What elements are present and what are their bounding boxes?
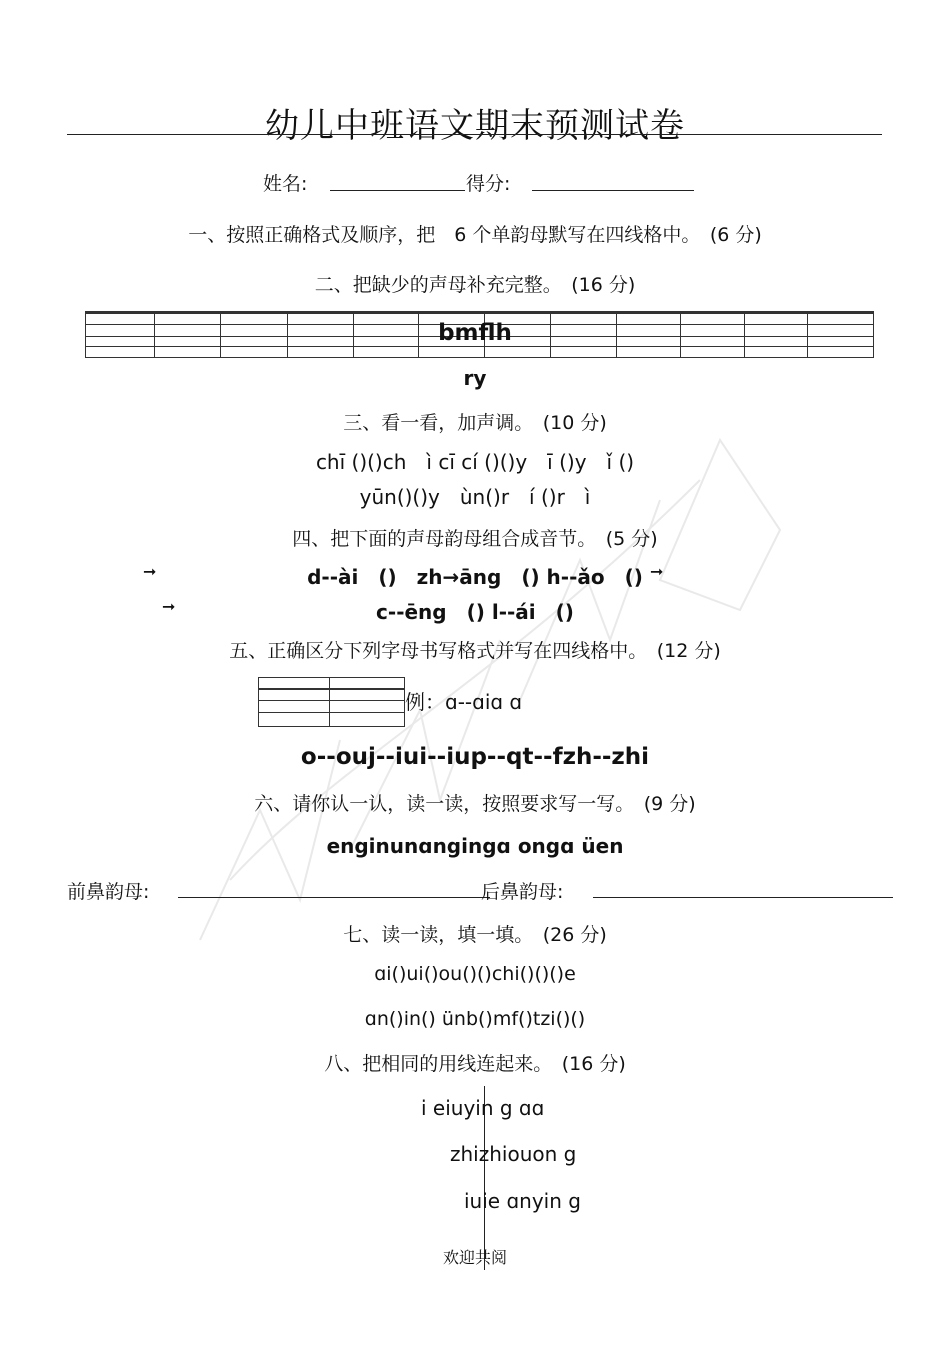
score-field[interactable] [532,190,694,191]
q8-line-3: iuie ɑnyin g [464,1189,581,1213]
q7-line-1: ɑi()ui()ou()()chi()()()e [374,963,576,985]
score-label: 得分: [466,173,511,195]
q5-example: 例：ɑ--ɑiɑ ɑ [405,690,523,714]
arrow-icon: ➞ [143,562,157,581]
q3-line-2: yūn()()y ùn()r í ()r ì [359,485,591,509]
example-four-line-grid [258,677,405,727]
q2-letters: bmflh [438,320,512,346]
q5-letter-pairs: o--ouj--iui--iup--qt--fzh--zhi [300,744,650,770]
q3-line-1: chī ()()ch ì cī cí ()()y ī ()y ǐ () [315,450,635,474]
name-field[interactable] [330,190,465,191]
question-7: 七、读一读，填一填。 (26 分) [343,924,607,946]
q6-items: enginunɑngingɑ ongɑ üen [326,834,624,858]
q2-letters-row2: ry [463,366,487,390]
q8-line-1: i eiuyin g ɑɑ [421,1096,545,1120]
q4-line-1: d--ài () zh→āng () h--ǎo () [307,565,643,589]
question-5: 五、正确区分下列字母书写格式并写在四线格中。 (12 分) [229,640,721,662]
arrow-icon: ➞ [650,562,664,581]
question-3: 三、看一看，加声调。 (10 分) [343,412,607,434]
name-label: 姓名: [263,173,308,195]
question-1: 一、按照正确格式及顺序，把 6 个单韵母默写在四线格中。 (6 分) [188,224,762,246]
back-nasal-label: 后鼻韵母: [481,881,564,903]
front-nasal-answer-line[interactable] [178,897,490,898]
q8-line-2: zhizhiouon g [450,1142,577,1166]
footer-text: 欢迎共阅 [442,1248,507,1267]
title-underline [67,134,882,135]
q7-line-2: ɑn()in() ünb()mf()tzi()() [364,1008,586,1030]
question-2: 二、把缺少的声母补充完整。 (16 分) [314,274,636,296]
arrow-icon: ➞ [162,597,176,616]
question-8: 八、把相同的用线连起来。 (16 分) [324,1053,626,1075]
page-title: 幼儿中班语文期末预测试卷 [265,106,685,146]
front-nasal-label: 前鼻韵母: [67,881,150,903]
q4-line-2: c--ēng () l--ái () [376,600,574,624]
question-6: 六、请你认一认，读一读，按照要求写一写。 (9 分) [254,793,696,815]
back-nasal-answer-line[interactable] [593,897,893,898]
question-4: 四、把下面的声母韵母组合成音节。 (5 分) [292,528,658,550]
